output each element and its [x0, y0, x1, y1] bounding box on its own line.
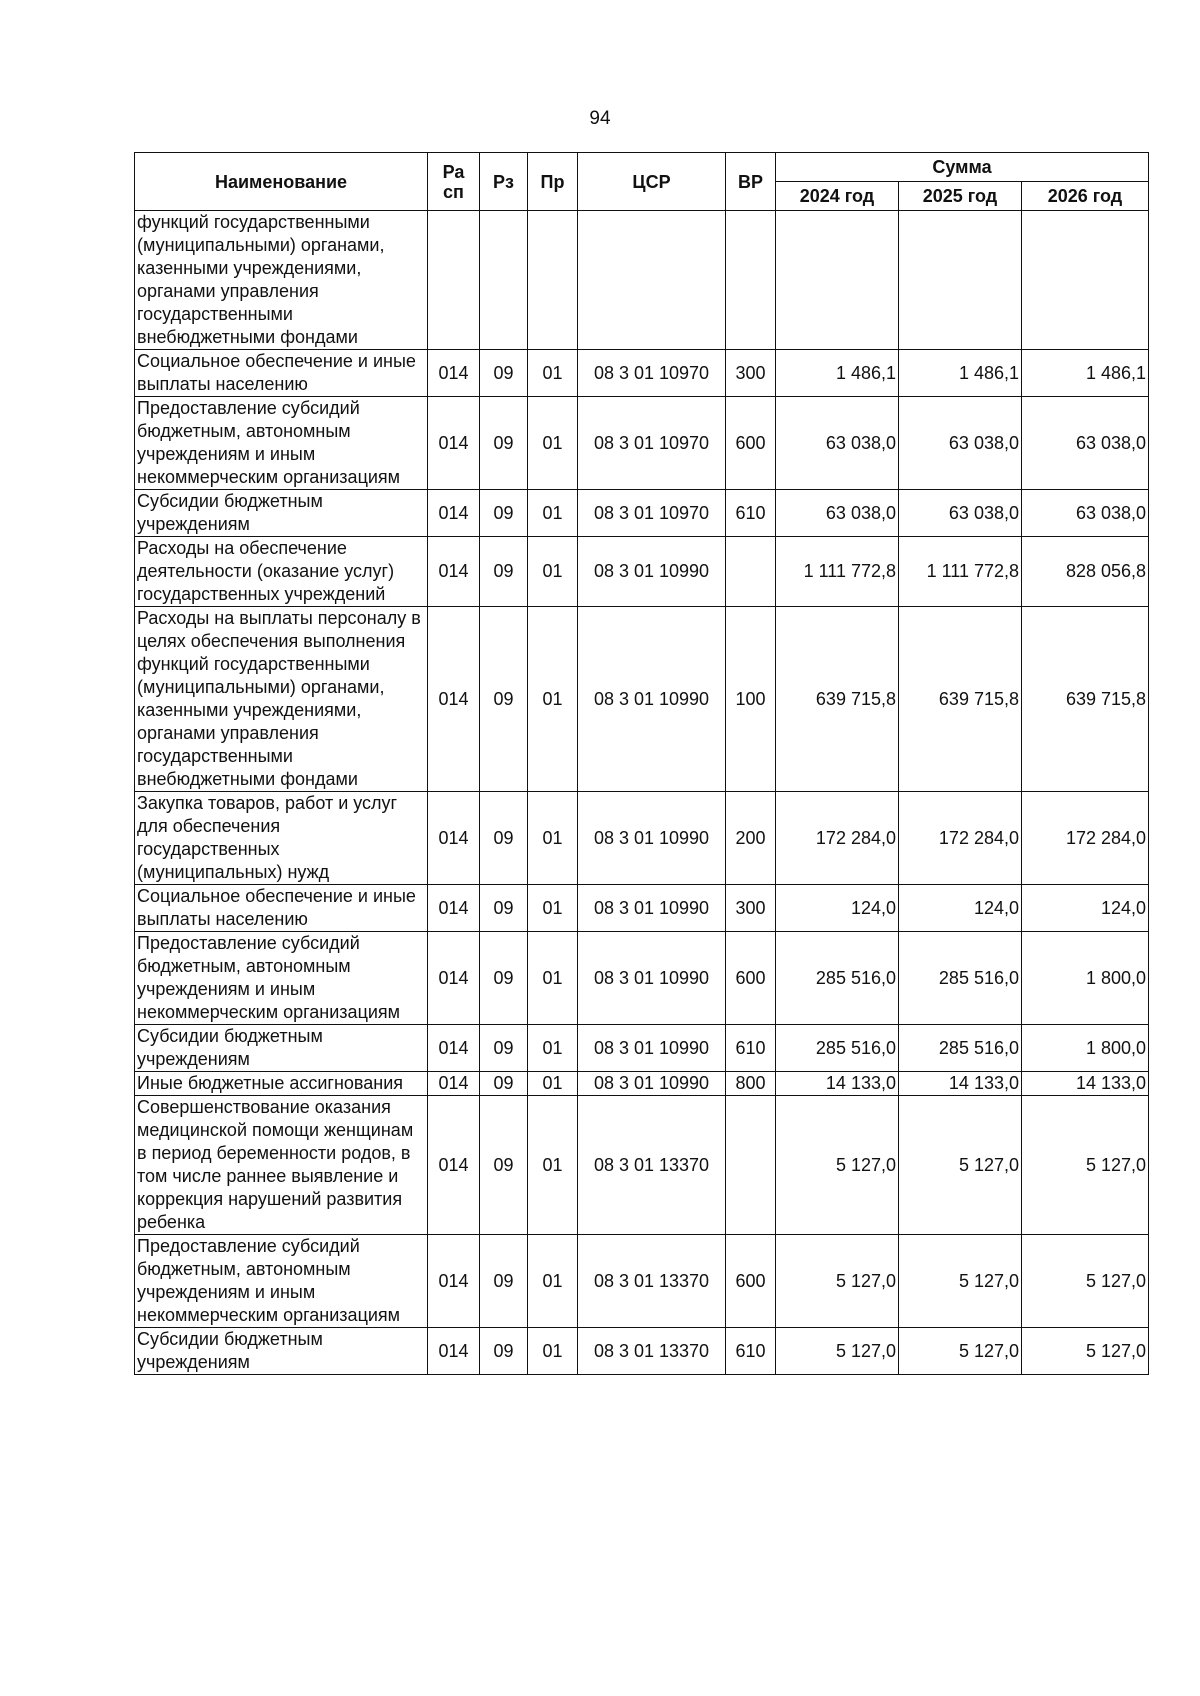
- table-row: [135, 607, 1149, 792]
- cell-csr: 08 3 01 13370: [578, 1235, 726, 1328]
- cell-rasp: 014: [428, 607, 480, 792]
- cell-amount-2026: 63 038,0: [1022, 397, 1149, 490]
- table-row: [135, 397, 1149, 490]
- cell-csr: 08 3 01 10990: [578, 792, 726, 885]
- cell-amount-2025: 285 516,0: [899, 1025, 1022, 1072]
- cell-amount-2026: 5 127,0: [1022, 1235, 1149, 1328]
- cell-amount-2025: 63 038,0: [899, 397, 1022, 490]
- cell-rasp: 014: [428, 490, 480, 537]
- table-row: [135, 1096, 1149, 1235]
- cell-rasp: 014: [428, 1328, 480, 1375]
- cell-amount-2024: 5 127,0: [776, 1096, 899, 1235]
- cell-amount-2024: 63 038,0: [776, 490, 899, 537]
- table-row: [135, 792, 1149, 885]
- cell-name: Субсидии бюджетным учреждениям: [135, 1025, 428, 1072]
- cell-csr: 08 3 01 13370: [578, 1328, 726, 1375]
- header-year-2025: 2025 год: [899, 182, 1022, 211]
- cell-pr: 01: [528, 885, 578, 932]
- cell-rasp: 014: [428, 397, 480, 490]
- cell-amount-2026: 5 127,0: [1022, 1328, 1149, 1375]
- table-row: [135, 1235, 1149, 1328]
- cell-amount-2024: 1 111 772,8: [776, 537, 899, 607]
- page-number: 94: [589, 108, 611, 129]
- cell-amount-2024: 285 516,0: [776, 1025, 899, 1072]
- cell-rz: 09: [480, 932, 528, 1025]
- header-name: Наименование: [135, 153, 428, 211]
- cell-amount-2025: 5 127,0: [899, 1096, 1022, 1235]
- cell-rasp: 014: [428, 885, 480, 932]
- cell-rz: 09: [480, 1096, 528, 1235]
- table-row: [135, 932, 1149, 1025]
- header-year-2024: 2024 год: [776, 182, 899, 211]
- cell-amount-2024: 285 516,0: [776, 932, 899, 1025]
- budget-table: [134, 152, 1149, 1375]
- cell-amount-2026: 172 284,0: [1022, 792, 1149, 885]
- cell-pr: 01: [528, 350, 578, 397]
- cell-amount-2025: 285 516,0: [899, 932, 1022, 1025]
- cell-amount-2024: 124,0: [776, 885, 899, 932]
- cell-name: Расходы на выплаты персоналу в целях обеспечения выполнения функций государственными (муниципальными) органами, казенными учреждениями, органами управления государственными внебюджетными фондами: [135, 607, 428, 792]
- header-sum: Сумма: [776, 153, 1149, 182]
- cell-vr: [726, 537, 776, 607]
- cell-amount-2025: 1 111 772,8: [899, 537, 1022, 607]
- cell-rz: 09: [480, 397, 528, 490]
- cell-rasp: 014: [428, 1072, 480, 1096]
- cell-amount-2024: 5 127,0: [776, 1235, 899, 1328]
- table-row: [135, 537, 1149, 607]
- cell-vr: 610: [726, 490, 776, 537]
- cell-csr: 08 3 01 10970: [578, 350, 726, 397]
- cell-amount-2026: [1022, 211, 1149, 350]
- cell-rasp: 014: [428, 1025, 480, 1072]
- cell-pr: 01: [528, 1072, 578, 1096]
- cell-csr: 08 3 01 10970: [578, 397, 726, 490]
- cell-rz: 09: [480, 537, 528, 607]
- cell-amount-2026: 14 133,0: [1022, 1072, 1149, 1096]
- cell-csr: 08 3 01 10970: [578, 490, 726, 537]
- cell-pr: 01: [528, 792, 578, 885]
- cell-vr: [726, 1096, 776, 1235]
- table-row: [135, 1025, 1149, 1072]
- cell-rasp: 014: [428, 1235, 480, 1328]
- cell-rz: 09: [480, 490, 528, 537]
- cell-rasp: 014: [428, 1096, 480, 1235]
- cell-rz: 09: [480, 885, 528, 932]
- cell-rz: 09: [480, 350, 528, 397]
- cell-amount-2026: 1 800,0: [1022, 932, 1149, 1025]
- cell-vr: 600: [726, 1235, 776, 1328]
- cell-rasp: 014: [428, 792, 480, 885]
- cell-name: Предоставление субсидий бюджетным, автономным учреждениям и иным некоммерческим организациям: [135, 1235, 428, 1328]
- cell-name: Расходы на обеспечение деятельности (оказание услуг) государственных учреждений: [135, 537, 428, 607]
- header-vr: ВР: [726, 153, 776, 211]
- cell-amount-2024: [776, 211, 899, 350]
- cell-pr: [528, 211, 578, 350]
- cell-amount-2026: 63 038,0: [1022, 490, 1149, 537]
- cell-name: Совершенствование оказания медицинской помощи женщинам в период беременности родов, в том числе раннее выявление и коррекция нарушений развития ребенка: [135, 1096, 428, 1235]
- cell-amount-2026: 1 800,0: [1022, 1025, 1149, 1072]
- cell-csr: [578, 211, 726, 350]
- cell-rasp: 014: [428, 932, 480, 1025]
- cell-csr: 08 3 01 10990: [578, 885, 726, 932]
- cell-pr: 01: [528, 1096, 578, 1235]
- cell-amount-2025: 5 127,0: [899, 1328, 1022, 1375]
- cell-amount-2025: 639 715,8: [899, 607, 1022, 792]
- cell-amount-2025: 14 133,0: [899, 1072, 1022, 1096]
- cell-name: Субсидии бюджетным учреждениям: [135, 490, 428, 537]
- cell-rz: 09: [480, 1235, 528, 1328]
- cell-pr: 01: [528, 1328, 578, 1375]
- cell-amount-2025: 172 284,0: [899, 792, 1022, 885]
- cell-amount-2024: 639 715,8: [776, 607, 899, 792]
- cell-amount-2025: 5 127,0: [899, 1235, 1022, 1328]
- table-row: [135, 350, 1149, 397]
- cell-pr: 01: [528, 1025, 578, 1072]
- cell-amount-2026: 5 127,0: [1022, 1096, 1149, 1235]
- cell-rz: 09: [480, 1025, 528, 1072]
- table-row: [135, 885, 1149, 932]
- cell-name: Предоставление субсидий бюджетным, автономным учреждениям и иным некоммерческим организациям: [135, 932, 428, 1025]
- cell-pr: 01: [528, 537, 578, 607]
- table-row: [135, 1072, 1149, 1096]
- cell-amount-2025: [899, 211, 1022, 350]
- cell-vr: 300: [726, 885, 776, 932]
- cell-rz: 09: [480, 1072, 528, 1096]
- cell-pr: 01: [528, 932, 578, 1025]
- cell-pr: 01: [528, 1235, 578, 1328]
- table-row: [135, 490, 1149, 537]
- cell-vr: 610: [726, 1328, 776, 1375]
- cell-vr: 200: [726, 792, 776, 885]
- cell-csr: 08 3 01 10990: [578, 537, 726, 607]
- cell-amount-2024: 63 038,0: [776, 397, 899, 490]
- cell-name: Предоставление субсидий бюджетным, автономным учреждениям и иным некоммерческим организациям: [135, 397, 428, 490]
- cell-rz: 09: [480, 792, 528, 885]
- cell-pr: 01: [528, 490, 578, 537]
- header-year-2026: 2026 год: [1022, 182, 1149, 211]
- cell-pr: 01: [528, 607, 578, 792]
- header-csr: ЦСР: [578, 153, 726, 211]
- cell-rasp: 014: [428, 537, 480, 607]
- cell-rz: 09: [480, 1328, 528, 1375]
- cell-amount-2024: 172 284,0: [776, 792, 899, 885]
- cell-amount-2025: 124,0: [899, 885, 1022, 932]
- cell-name: Социальное обеспечение и иные выплаты населению: [135, 885, 428, 932]
- header-rasp: Ра сп: [428, 153, 480, 211]
- header-pr: Пр: [528, 153, 578, 211]
- cell-vr: 100: [726, 607, 776, 792]
- cell-amount-2026: 828 056,8: [1022, 537, 1149, 607]
- cell-amount-2024: 14 133,0: [776, 1072, 899, 1096]
- cell-vr: [726, 211, 776, 350]
- cell-name: функций государственными (муниципальными) органами, казенными учреждениями, органами управления государственными внебюджетными фондами: [135, 211, 428, 350]
- cell-csr: 08 3 01 10990: [578, 932, 726, 1025]
- cell-name: Субсидии бюджетным учреждениям: [135, 1328, 428, 1375]
- cell-pr: 01: [528, 397, 578, 490]
- header-rz: Рз: [480, 153, 528, 211]
- cell-vr: 300: [726, 350, 776, 397]
- cell-amount-2025: 1 486,1: [899, 350, 1022, 397]
- cell-rz: [480, 211, 528, 350]
- table-row: [135, 211, 1149, 350]
- cell-amount-2024: 5 127,0: [776, 1328, 899, 1375]
- cell-amount-2026: 1 486,1: [1022, 350, 1149, 397]
- cell-name: Иные бюджетные ассигнования: [135, 1072, 428, 1096]
- cell-rz: 09: [480, 607, 528, 792]
- cell-amount-2026: 639 715,8: [1022, 607, 1149, 792]
- cell-rasp: [428, 211, 480, 350]
- cell-vr: 600: [726, 932, 776, 1025]
- cell-csr: 08 3 01 10990: [578, 1025, 726, 1072]
- cell-csr: 08 3 01 10990: [578, 1072, 726, 1096]
- cell-amount-2025: 63 038,0: [899, 490, 1022, 537]
- table-body: [135, 211, 1149, 1375]
- cell-vr: 600: [726, 397, 776, 490]
- cell-csr: 08 3 01 13370: [578, 1096, 726, 1235]
- cell-amount-2026: 124,0: [1022, 885, 1149, 932]
- cell-name: Социальное обеспечение и иные выплаты населению: [135, 350, 428, 397]
- cell-csr: 08 3 01 10990: [578, 607, 726, 792]
- table-row: [135, 1328, 1149, 1375]
- cell-vr: 800: [726, 1072, 776, 1096]
- header-row-top: [135, 153, 1149, 182]
- cell-amount-2024: 1 486,1: [776, 350, 899, 397]
- cell-name: Закупка товаров, работ и услуг для обеспечения государственных (муниципальных) нужд: [135, 792, 428, 885]
- cell-rasp: 014: [428, 350, 480, 397]
- cell-vr: 610: [726, 1025, 776, 1072]
